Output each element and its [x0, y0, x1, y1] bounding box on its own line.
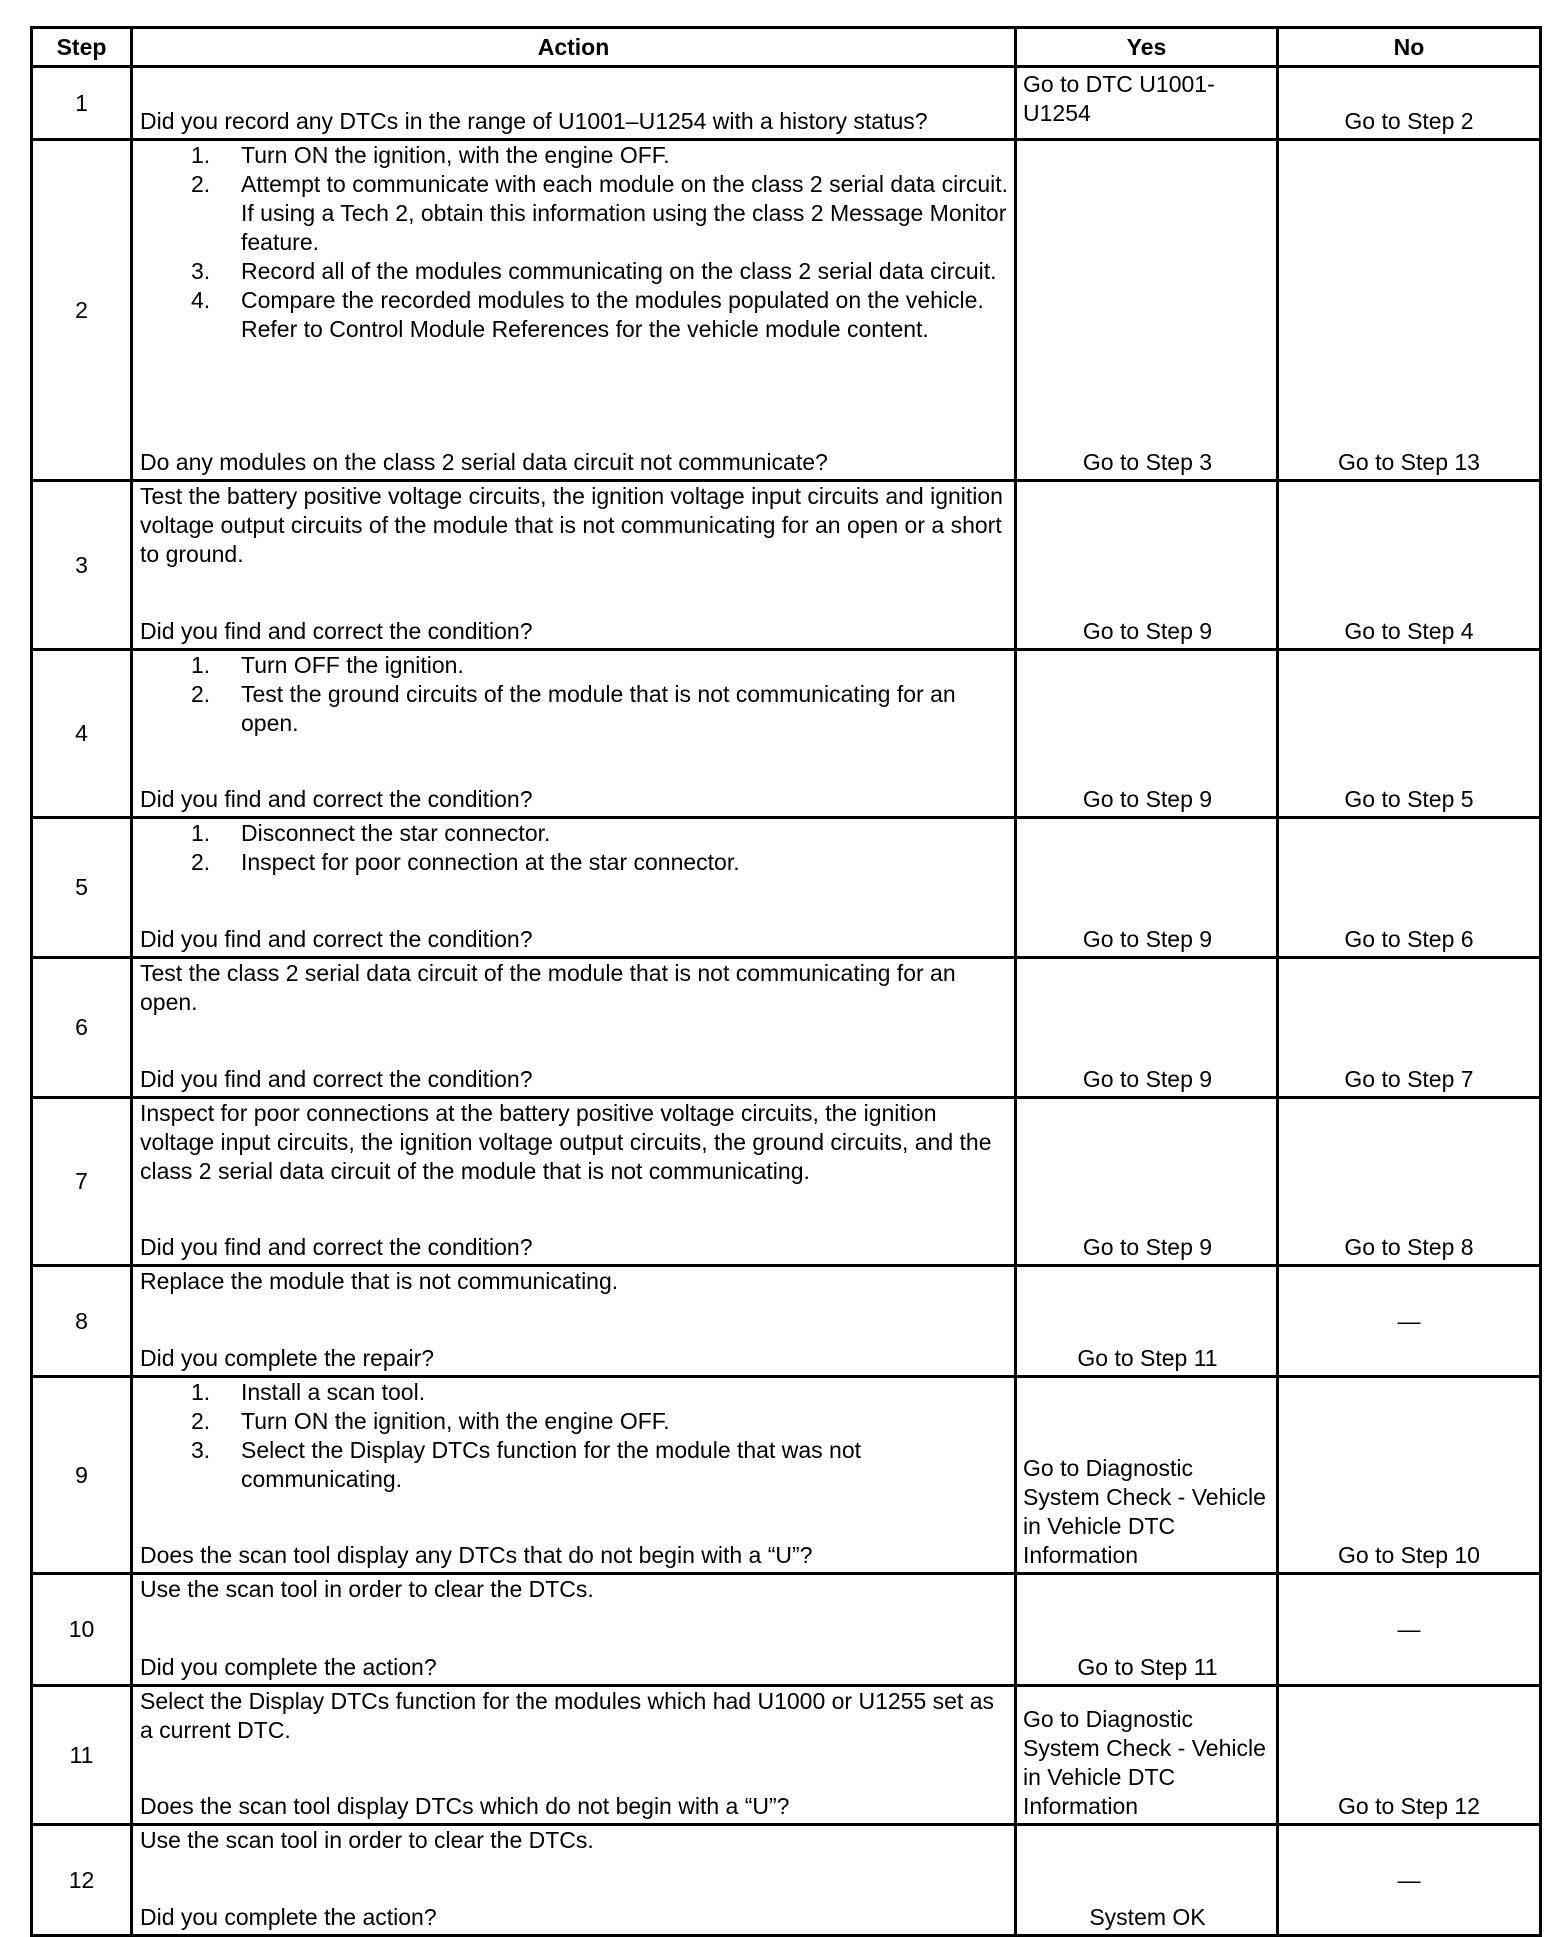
action-list-item: [191, 141, 1010, 170]
no-result: Go to Step 2: [1278, 67, 1541, 140]
action-cell: [132, 1686, 1016, 1825]
action-list: [140, 651, 1010, 738]
header-action: Action: [132, 28, 1016, 67]
table-row: [32, 1825, 1541, 1936]
action-text: Select the Display DTCs function for the modules which had U1000 or U1255 set as a current DTC.: [140, 1688, 994, 1743]
action-instructions: [140, 482, 1010, 569]
action-list-item: [191, 651, 1010, 680]
no-result: Go to Step 8: [1278, 1098, 1541, 1266]
action-list: [140, 819, 1010, 877]
step-number: 2: [32, 140, 132, 481]
action-instructions: [140, 1687, 1010, 1745]
yes-result: System OK: [1016, 1825, 1278, 1936]
yes-result: Go to DTC U1001-U1254: [1016, 67, 1278, 140]
list-item-text: Record all of the modules communicating on the class 2 serial data circuit.: [241, 258, 997, 284]
yes-result: Go to Step 9: [1016, 818, 1278, 958]
list-item-number: 2.: [191, 171, 211, 197]
list-item-number: 2.: [191, 681, 211, 707]
action-text: Test the battery positive voltage circuits, the ignition voltage input circuits and ignition voltage output circuits of the module that is not communicating for an open or a short to ground.: [140, 483, 1003, 567]
no-result: Go to Step 4: [1278, 481, 1541, 650]
no-result: Go to Step 5: [1278, 650, 1541, 818]
header-row: [32, 28, 1541, 67]
action-question: Did you record any DTCs in the range of U1001–U1254 with a history status?: [140, 108, 928, 134]
action-instructions: [140, 959, 1010, 1017]
yes-result: Go to Step 9: [1016, 481, 1278, 650]
action-content: [140, 68, 1010, 136]
table-row: [32, 650, 1541, 818]
yes-result: Go to Diagnostic System Check - Vehicle in Vehicle DTC Information: [1016, 1686, 1278, 1825]
action-question: Did you find and correct the condition?: [140, 926, 533, 952]
no-result: —: [1278, 1825, 1541, 1936]
no-result: Go to Step 10: [1278, 1377, 1541, 1574]
action-text: Use the scan tool in order to clear the DTCs.: [140, 1576, 594, 1602]
action-list-item: [191, 819, 1010, 848]
action-content: [140, 651, 1010, 814]
list-item-number: 1.: [191, 1379, 211, 1405]
list-item-text: Compare the recorded modules to the modules populated on the vehicle. Refer to Control Module References for the vehicle module content.: [241, 287, 984, 342]
action-text: Use the scan tool in order to clear the DTCs.: [140, 1827, 594, 1853]
list-item-number: 2.: [191, 1408, 211, 1434]
action-content: [140, 1575, 1010, 1682]
yes-result: Go to Step 11: [1016, 1266, 1278, 1377]
table-row: [32, 67, 1541, 140]
action-instructions: [140, 819, 1010, 877]
action-instructions: [140, 141, 1010, 344]
table-row: [32, 1266, 1541, 1377]
action-instructions: [140, 1378, 1010, 1494]
action-question: Do any modules on the class 2 serial data circuit not communicate?: [140, 449, 828, 475]
step-number: 12: [32, 1825, 132, 1936]
action-list-item: [191, 1378, 1010, 1407]
header-step: Step: [32, 28, 132, 67]
list-item-text: Inspect for poor connection at the star connector.: [241, 849, 740, 875]
action-list-item: [191, 170, 1010, 257]
step-number: 9: [32, 1377, 132, 1574]
header-yes: Yes: [1016, 28, 1278, 67]
list-item-number: 3.: [191, 1437, 211, 1463]
list-item-number: 3.: [191, 258, 211, 284]
no-result: —: [1278, 1266, 1541, 1377]
list-item-text: Attempt to communicate with each module on the class 2 serial data circuit. If using a Tech 2, obtain this information using the class 2 Message Monitor feature.: [241, 171, 1009, 255]
table-row: [32, 481, 1541, 650]
action-cell: [132, 67, 1016, 140]
no-result: Go to Step 6: [1278, 818, 1541, 958]
action-cell: [132, 1266, 1016, 1377]
yes-result: Go to Step 9: [1016, 650, 1278, 818]
step-number: 8: [32, 1266, 132, 1377]
list-item-number: 4.: [191, 287, 211, 313]
step-number: 7: [32, 1098, 132, 1266]
action-instructions: [140, 1267, 1010, 1296]
action-list-item: [191, 286, 1010, 344]
action-cell: [132, 1098, 1016, 1266]
no-result: Go to Step 7: [1278, 958, 1541, 1098]
step-number: 10: [32, 1574, 132, 1686]
step-number: 6: [32, 958, 132, 1098]
no-result: —: [1278, 1574, 1541, 1686]
action-content: [140, 141, 1010, 477]
action-content: [140, 1099, 1010, 1262]
table-row: [32, 1574, 1541, 1686]
yes-result: Go to Step 9: [1016, 1098, 1278, 1266]
table-row: [32, 140, 1541, 481]
action-question: Did you find and correct the condition?: [140, 618, 533, 644]
action-cell: [132, 140, 1016, 481]
list-item-number: 1.: [191, 142, 211, 168]
action-content: [140, 1378, 1010, 1570]
action-text: Inspect for poor connections at the battery positive voltage circuits, the ignition voltage input circuits, the ignition voltage output circuits, the ground circuits, and the class 2 serial data circuit of the module that is not communicating.: [140, 1100, 992, 1184]
list-item-text: Test the ground circuits of the module that is not communicating for an open.: [241, 681, 956, 736]
table-body: [32, 67, 1541, 1936]
action-list-item: [191, 848, 1010, 877]
action-cell: [132, 650, 1016, 818]
no-result: Go to Step 12: [1278, 1686, 1541, 1825]
yes-result: Go to Step 9: [1016, 958, 1278, 1098]
no-result: Go to Step 13: [1278, 140, 1541, 481]
table-row: [32, 1377, 1541, 1574]
action-question: Does the scan tool display DTCs which do not begin with a “U”?: [140, 1793, 790, 1819]
list-item-number: 1.: [191, 820, 211, 846]
action-question: Did you find and correct the condition?: [140, 1066, 533, 1092]
action-cell: [132, 1377, 1016, 1574]
action-content: [140, 959, 1010, 1094]
list-item-text: Disconnect the star connector.: [241, 820, 551, 846]
table-row: [32, 958, 1541, 1098]
step-number: 5: [32, 818, 132, 958]
action-list-item: [191, 1407, 1010, 1436]
action-content: [140, 482, 1010, 646]
action-instructions: [140, 1099, 1010, 1186]
action-list: [140, 141, 1010, 344]
list-item-number: 2.: [191, 849, 211, 875]
list-item-text: Turn ON the ignition, with the engine OFF.: [241, 142, 670, 168]
step-number: 11: [32, 1686, 132, 1825]
action-cell: [132, 1574, 1016, 1686]
step-number: 3: [32, 481, 132, 650]
list-item-text: Turn ON the ignition, with the engine OFF.: [241, 1408, 670, 1434]
table-row: [32, 1098, 1541, 1266]
action-list-item: [191, 257, 1010, 286]
action-question: Did you complete the action?: [140, 1904, 437, 1930]
action-question: Does the scan tool display any DTCs that do not begin with a “U”?: [140, 1542, 813, 1568]
action-content: [140, 1267, 1010, 1373]
action-text: Test the class 2 serial data circuit of the module that is not communicating for an open.: [140, 960, 956, 1015]
action-question: Did you complete the repair?: [140, 1345, 435, 1371]
action-cell: [132, 481, 1016, 650]
yes-result: Go to Step 3: [1016, 140, 1278, 481]
step-number: 4: [32, 650, 132, 818]
yes-result: Go to Step 11: [1016, 1574, 1278, 1686]
action-question: Did you complete the action?: [140, 1654, 437, 1680]
table-row: [32, 818, 1541, 958]
action-content: [140, 1826, 1010, 1932]
header-no: No: [1278, 28, 1541, 67]
list-item-text: Select the Display DTCs function for the module that was not communicating.: [241, 1437, 862, 1492]
action-list-item: [191, 680, 1010, 738]
action-cell: [132, 818, 1016, 958]
action-text: Replace the module that is not communicating.: [140, 1268, 619, 1294]
list-item-text: Turn OFF the ignition.: [241, 652, 464, 678]
action-question: Did you find and correct the condition?: [140, 786, 533, 812]
step-number: 1: [32, 67, 132, 140]
action-instructions: [140, 651, 1010, 738]
yes-result: Go to Diagnostic System Check - Vehicle in Vehicle DTC Information: [1016, 1377, 1278, 1574]
action-list: [140, 1378, 1010, 1494]
list-item-text: Install a scan tool.: [241, 1379, 426, 1405]
action-content: [140, 819, 1010, 954]
action-instructions: [140, 1826, 1010, 1855]
action-question: Did you find and correct the condition?: [140, 1234, 533, 1260]
action-content: [140, 1687, 1010, 1821]
action-cell: [132, 1825, 1016, 1936]
diagnostic-table: [30, 26, 1542, 1937]
list-item-number: 1.: [191, 652, 211, 678]
action-list-item: [191, 1436, 1010, 1494]
action-instructions: [140, 1575, 1010, 1604]
table-row: [32, 1686, 1541, 1825]
action-cell: [132, 958, 1016, 1098]
